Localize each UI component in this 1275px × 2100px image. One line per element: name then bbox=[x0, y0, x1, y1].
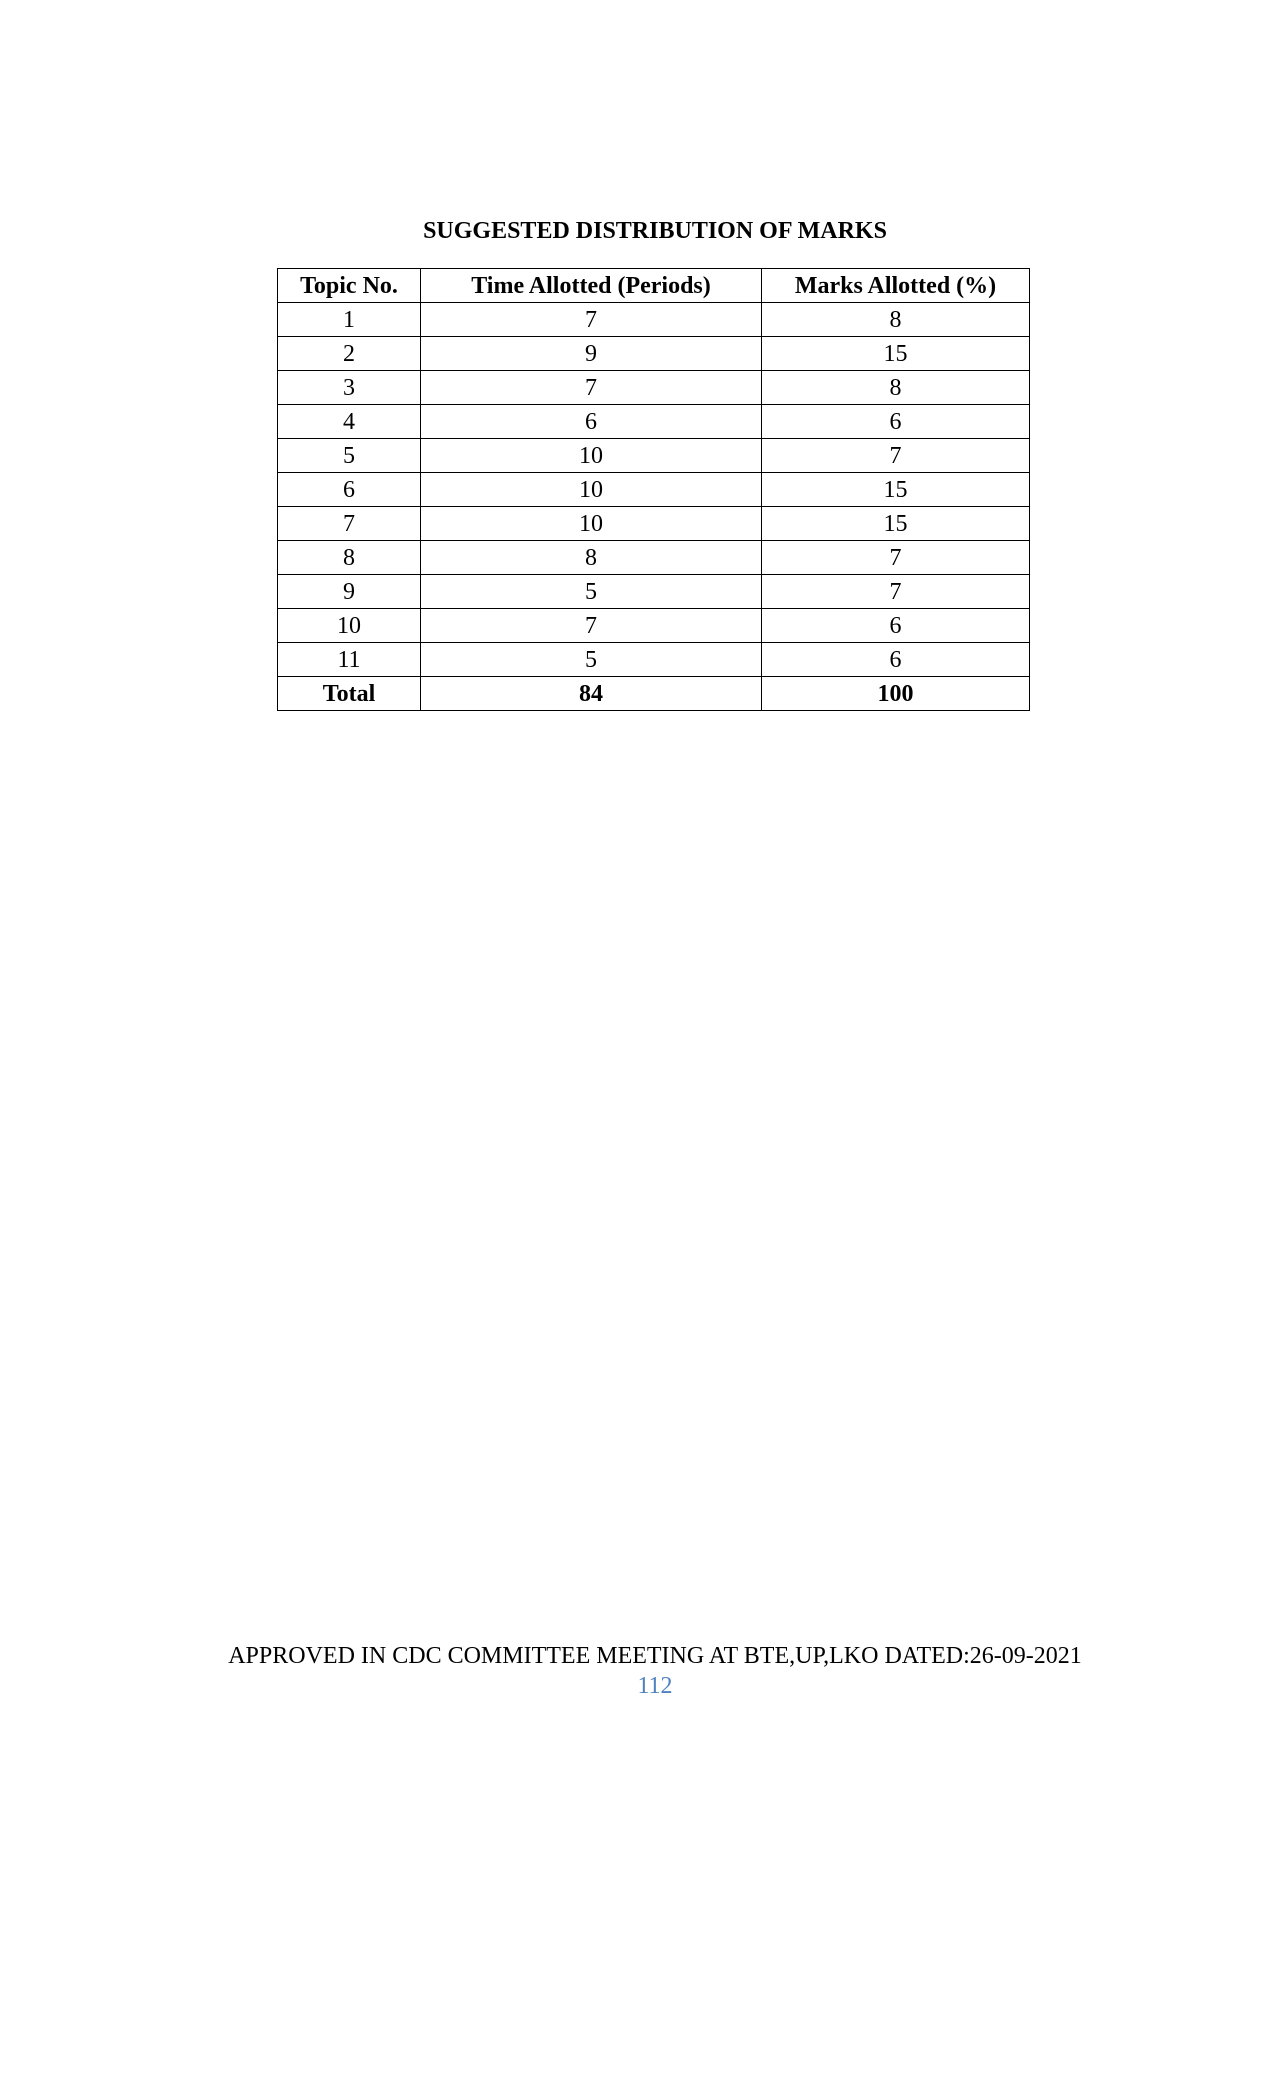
time-allotted-cell: 8 bbox=[421, 541, 762, 575]
table-row bbox=[278, 473, 1030, 507]
table-row bbox=[278, 575, 1030, 609]
table-total-row bbox=[278, 677, 1030, 711]
marks-allotted-cell: 6 bbox=[762, 609, 1030, 643]
table-row bbox=[278, 541, 1030, 575]
topic-no-cell: 6 bbox=[278, 473, 421, 507]
marks-allotted-cell: 8 bbox=[762, 371, 1030, 405]
marks-allotted-cell: 7 bbox=[762, 439, 1030, 473]
time-allotted-cell: 5 bbox=[421, 643, 762, 677]
page-title: SUGGESTED DISTRIBUTION OF MARKS bbox=[423, 218, 887, 244]
table-row bbox=[278, 303, 1030, 337]
time-allotted-cell: 10 bbox=[421, 507, 762, 541]
time-allotted-cell: 5 bbox=[421, 575, 762, 609]
time-allotted-cell: 7 bbox=[421, 371, 762, 405]
time-allotted-cell: 9 bbox=[421, 337, 762, 371]
total-marks-cell: 100 bbox=[762, 677, 1030, 711]
time-allotted-cell: 10 bbox=[421, 439, 762, 473]
page-number: 112 bbox=[637, 1673, 673, 1699]
table-row bbox=[278, 507, 1030, 541]
marks-allotted-cell: 6 bbox=[762, 405, 1030, 439]
topic-no-cell: 3 bbox=[278, 371, 421, 405]
table-row bbox=[278, 405, 1030, 439]
table-header-row bbox=[278, 269, 1030, 303]
marks-allotted-cell: 6 bbox=[762, 643, 1030, 677]
topic-no-cell: 10 bbox=[278, 609, 421, 643]
time-allotted-cell: 10 bbox=[421, 473, 762, 507]
total-label-cell: Total bbox=[278, 677, 421, 711]
marks-allotted-cell: 7 bbox=[762, 541, 1030, 575]
marks-allotted-cell: 7 bbox=[762, 575, 1030, 609]
approval-footer: APPROVED IN CDC COMMITTEE MEETING AT BTE,UP,LKO DATED:26-09-2021 bbox=[228, 1643, 1082, 1669]
topic-no-cell: 7 bbox=[278, 507, 421, 541]
time-allotted-cell: 7 bbox=[421, 303, 762, 337]
topic-no-cell: 5 bbox=[278, 439, 421, 473]
marks-distribution-table bbox=[277, 268, 1030, 711]
total-time-cell: 84 bbox=[421, 677, 762, 711]
header-time-allotted: Time Allotted (Periods) bbox=[421, 269, 762, 303]
marks-allotted-cell: 15 bbox=[762, 473, 1030, 507]
header-topic-no: Topic No. bbox=[278, 269, 421, 303]
table-row bbox=[278, 371, 1030, 405]
topic-no-cell: 2 bbox=[278, 337, 421, 371]
table-row bbox=[278, 643, 1030, 677]
topic-no-cell: 11 bbox=[278, 643, 421, 677]
table-row bbox=[278, 609, 1030, 643]
topic-no-cell: 4 bbox=[278, 405, 421, 439]
time-allotted-cell: 6 bbox=[421, 405, 762, 439]
header-marks-allotted: Marks Allotted (%) bbox=[762, 269, 1030, 303]
table-row bbox=[278, 337, 1030, 371]
table-row bbox=[278, 439, 1030, 473]
marks-allotted-cell: 8 bbox=[762, 303, 1030, 337]
time-allotted-cell: 7 bbox=[421, 609, 762, 643]
topic-no-cell: 1 bbox=[278, 303, 421, 337]
topic-no-cell: 8 bbox=[278, 541, 421, 575]
marks-allotted-cell: 15 bbox=[762, 337, 1030, 371]
topic-no-cell: 9 bbox=[278, 575, 421, 609]
marks-allotted-cell: 15 bbox=[762, 507, 1030, 541]
